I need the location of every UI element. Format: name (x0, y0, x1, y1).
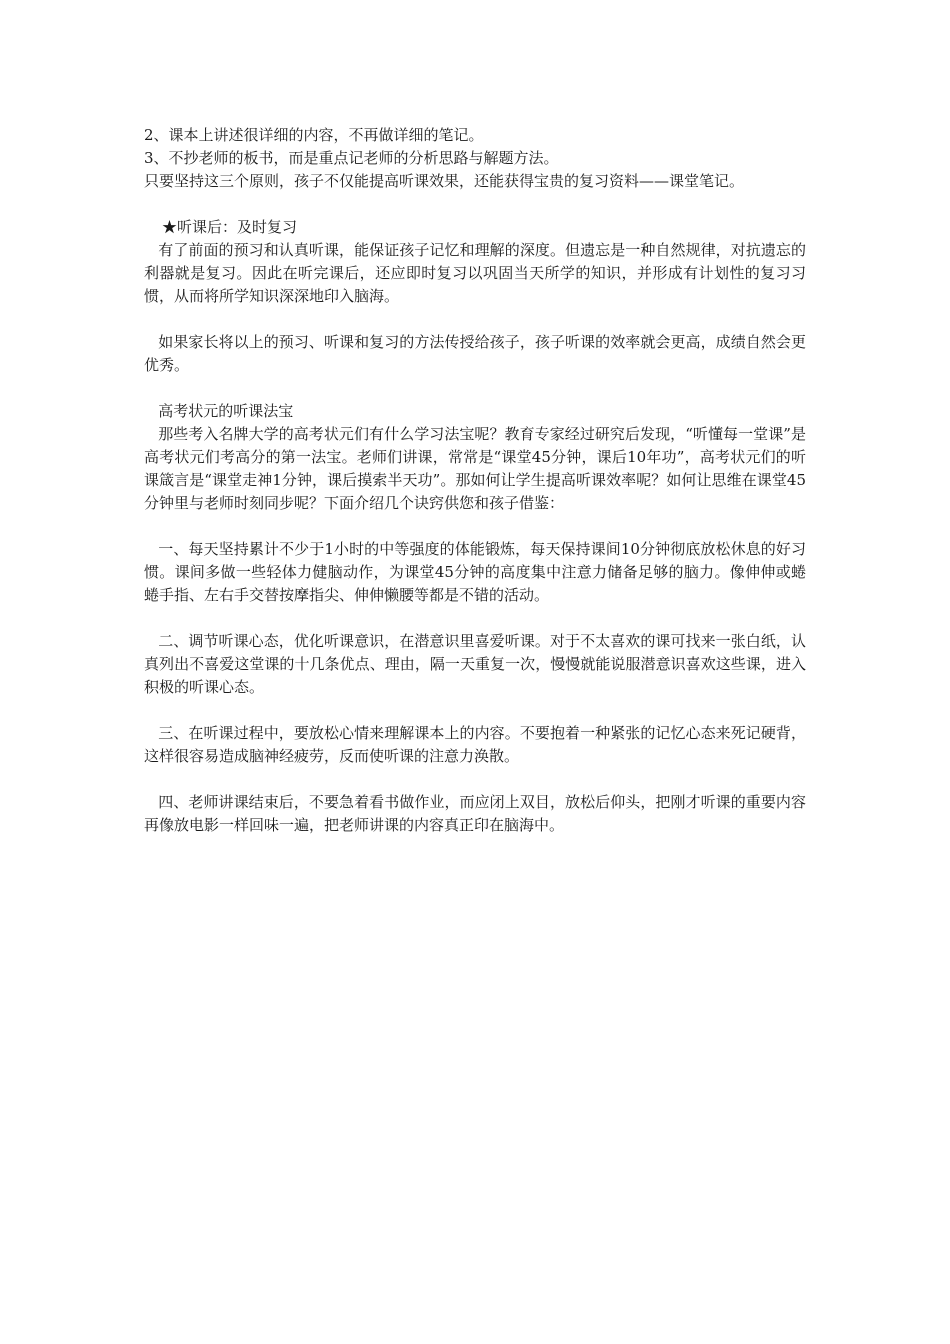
champion-intro: 那些考入名牌大学的高考状元们有什么学习法宝呢？教育专家经过研究后发现，“听懂每一堂课”是高考状元们考高分的第一法宝。老师们讲课，常常是“课堂45分钟，课后10年功”，高考状元们的听课箴言是“课堂走神1分钟，课后摸索半天功”。那如何让学生提高听课效率呢？如何让思维在课堂45分钟里与老师时刻同步呢？下面介绍几个诀窍供您和孩子借鉴： (144, 425, 806, 512)
after-class-heading: ★听课后：及时复习 (162, 218, 298, 236)
tip-paragraph-4: 四、老师讲课结束后，不要急着看书做作业，而应闭上双目，放松后仰头，把刚才听课的重要内容再像放电影一样回味一遍，把老师讲课的内容真正印在脑海中。 (144, 793, 806, 834)
tip-paragraph-1: 一、每天坚持累计不少于1小时的中等强度的体能锻炼，每天保持课间10分钟彻底放松休息的好习惯。课间多做一些轻体力健脑动作，为课堂45分钟的高度集中注意力储备足够的脑力。像伸伸或蜷蜷手指、左右手交替按摩指尖、伸伸懒腰等都是不错的活动。 (144, 540, 806, 604)
note-principle-3: 3、不抄老师的板书，而是重点记老师的分析思路与解题方法。 (144, 149, 559, 167)
note-summary: 只要坚持这三个原则，孩子不仅能提高听课效果，还能获得宝贵的复习资料——课堂笔记。 (144, 172, 745, 190)
spacer (144, 607, 806, 630)
spacer (144, 768, 806, 791)
spacer (144, 193, 806, 216)
champion-heading: 高考状元的听课法宝 (158, 402, 294, 420)
tip-paragraph-3: 三、在听课过程中，要放松心情来理解课本上的内容。不要抱着一种紧张的记忆心态来死记硬背，这样很容易造成脑神经疲劳，反而使听课的注意力涣散。 (144, 724, 806, 765)
tip-paragraph-2: 二、调节听课心态，优化听课意识，在潜意识里喜爱听课。对于不太喜欢的课可找来一张白纸，认真列出不喜爱这堂课的十几条优点、理由，隔一天重复一次，慢慢就能说服潜意识喜欢这些课，进入积极的听课心态。 (144, 632, 806, 696)
spacer (144, 308, 806, 331)
conclusion-paragraph: 如果家长将以上的预习、听课和复习的方法传授给孩子，孩子听课的效率就会更高，成绩自然会更优秀。 (144, 333, 806, 374)
note-principle-2: 2、课本上讲述很详细的内容，不再做详细的笔记。 (144, 126, 484, 144)
spacer (144, 699, 806, 722)
document-page (144, 124, 806, 837)
spacer (144, 377, 806, 400)
after-class-body: 有了前面的预习和认真听课，能保证孩子记忆和理解的深度。但遗忘是一种自然规律，对抗遗忘的利器就是复习。因此在听完课后，还应即时复习以巩固当天所学的知识，并形成有计划性的复习习惯，从而将所学知识深深地印入脑海。 (144, 241, 806, 305)
spacer (144, 515, 806, 538)
